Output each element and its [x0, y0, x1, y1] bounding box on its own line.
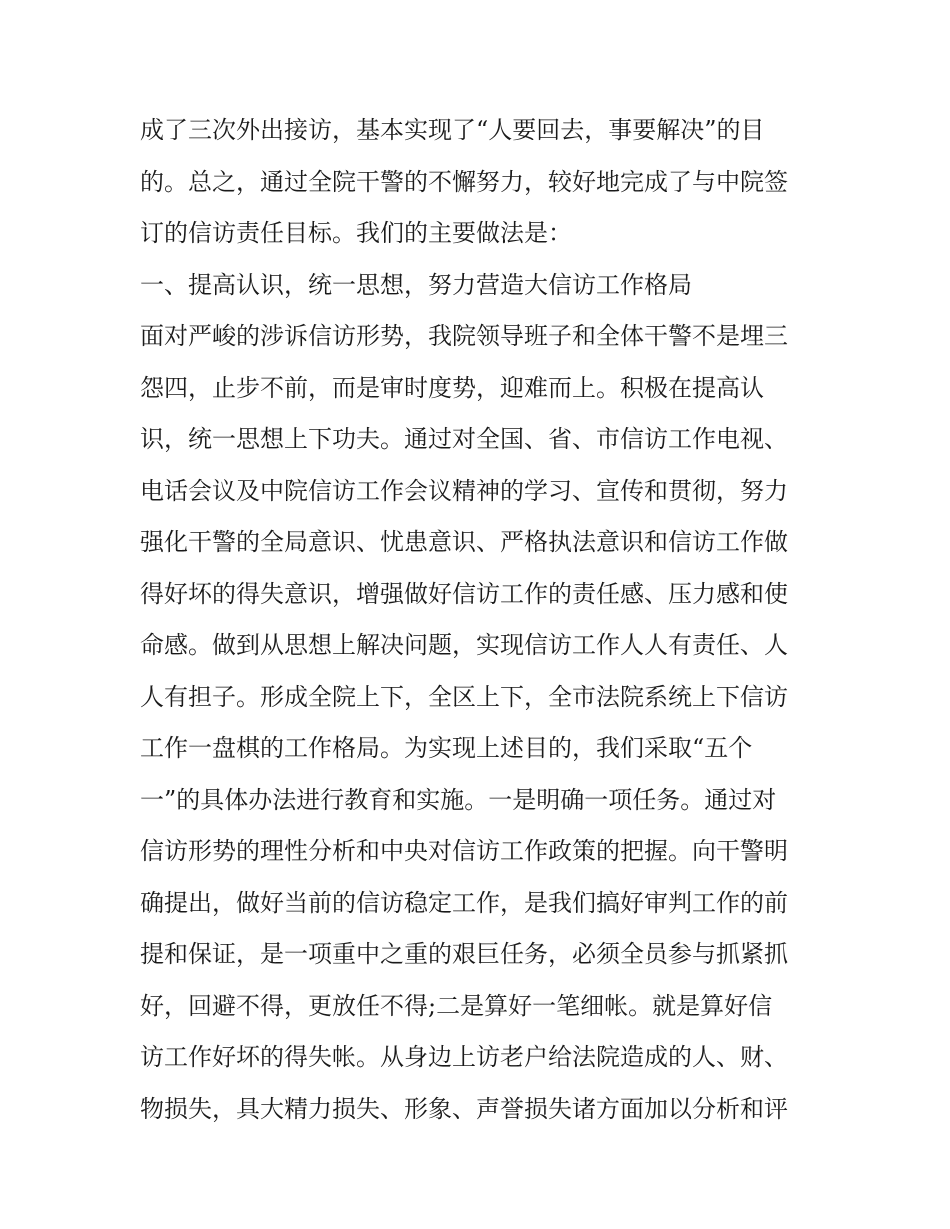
section-heading-1: 一、提高认识，统一思想，努力营造大信访工作格局	[140, 270, 692, 299]
text-line-2: 的。总之，通过全院干警的不懈努力，较好地完成了与中院签	[140, 167, 788, 196]
text-line-10: 得好坏的得失意识，增强做好信访工作的责任感、压力感和使	[140, 579, 788, 608]
text-line-11: 命感。做到从思想上解决问题，实现信访工作人人有责任、人	[140, 631, 788, 659]
text-line-8: 电话会议及中院信访工作会议精神的学习、宣传和贯彻，努力	[140, 476, 788, 505]
text-line-12: 人有担子。形成全院上下，全区上下，全市法院系统上下信访	[140, 682, 788, 711]
text-line-7: 识，统一思想上下功夫。通过对全国、省、市信访工作电视、	[140, 425, 788, 453]
text-line-1: 成了三次外出接访，基本实现了“人要回去，事要解决”的目	[140, 116, 765, 144]
text-line-3: 订的信访责任目标。我们的主要做法是：	[140, 219, 572, 247]
text-line-13: 工作一盘棋的工作格局。为实现上述目的，我们采取“五个	[140, 734, 753, 762]
text-line-17: 提和保证，是一项重中之重的艰巨任务，必须全员参与抓紧抓	[140, 940, 788, 968]
text-line-14: 一”的具体办法进行教育和实施。一是明确一项任务。通过对	[140, 785, 777, 814]
body-text	[140, 105, 830, 1135]
text-line-5: 面对严峻的涉诉信访形势，我院领导班子和全体干警不是埋三	[140, 322, 788, 350]
text-line-16: 确提出，做好当前的信访稳定工作，是我们搞好审判工作的前	[140, 888, 788, 917]
text-line-6: 怨四，止步不前，而是审时度势，迎难而上。积极在提高认	[140, 373, 764, 402]
text-line-9: 强化干警的全局意识、忧患意识、严格执法意识和信访工作做	[140, 528, 788, 556]
text-line-15: 信访形势的理性分析和中央对信访工作政策的把握。向干警明	[140, 837, 788, 865]
text-line-18: 好，回避不得，更放任不得;二是算好一笔细帐。就是算好信	[140, 991, 773, 1020]
text-line-20: 物损失，具大精力损失、形象、声誉损失诸方面加以分析和评	[140, 1094, 788, 1123]
text-line-19: 访工作好坏的得失帐。从身边上访老户给法院造成的人、财、	[140, 1043, 788, 1071]
